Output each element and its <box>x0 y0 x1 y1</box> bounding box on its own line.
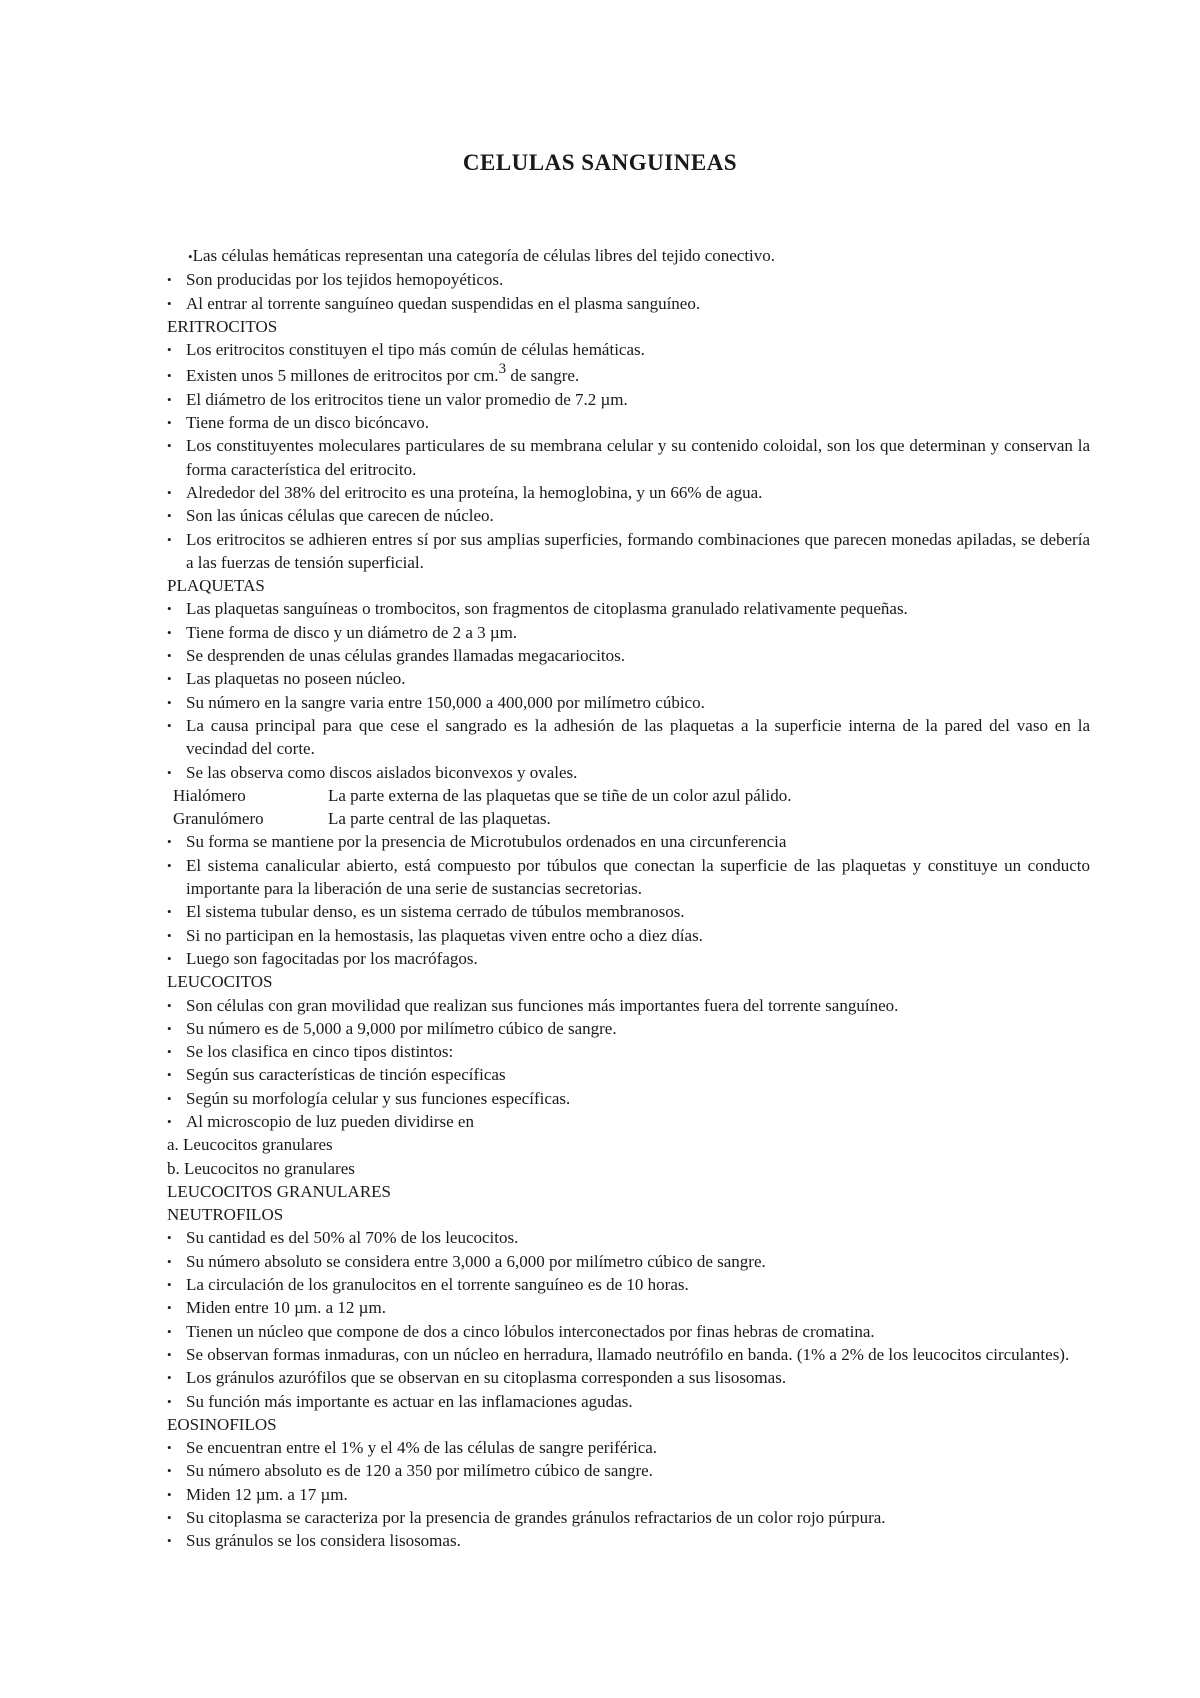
leucocitos-item-3: • Se los clasifica en cinco tipos distintos: <box>167 1040 1090 1063</box>
neutrofilos-item-8: • Su función más importante es actuar en las inflamaciones agudas. <box>167 1390 1090 1413</box>
eritrocitos-item-7: • Son las únicas células que carecen de núcleo. <box>167 504 1090 527</box>
plaquetas-item-4: • Las plaquetas no poseen núcleo. <box>167 667 1090 690</box>
intro-item-3: • Al entrar al torrente sanguíneo quedan suspendidas en el plasma sanguíneo. <box>167 292 1090 315</box>
plaquetas-item-11: • Si no participan en la hemostasis, las plaquetas viven entre ocho a diez días. <box>167 924 1090 947</box>
intro-item-1 <box>167 244 1090 268</box>
definition-granulomero <box>167 807 1090 830</box>
leucocitos-item-6: • Al microscopio de luz pueden dividirse en <box>167 1110 1090 1133</box>
leucocitos-item-5: • Según su morfología celular y sus funciones específicas. <box>167 1087 1090 1110</box>
superscript-3: 3 <box>498 360 507 377</box>
eritrocitos-item-4: • Tiene forma de un disco bicóncavo. <box>167 411 1090 434</box>
eritrocitos-item-5: • Los constituyentes moleculares particulares de su membrana celular y su contenido coloidal, son los que determinan y conservan la forma característica del eritrocito. <box>167 434 1090 481</box>
plaquetas-item-10: • El sistema tubular denso, es un sistema cerrado de túbulos membranosos. <box>167 900 1090 923</box>
term-hialomero: Hialómero <box>173 785 246 805</box>
intro-text-1: Las células hemáticas representan una categoría de células libres del tejido conectivo. <box>192 246 776 265</box>
term-granulomero: Granulómero <box>173 809 264 829</box>
leucocitos-item-4: • Según sus características de tinción específicas <box>167 1063 1090 1086</box>
eritrocitos-item-6: • Alrededor del 38% del eritrocito es una proteína, la hemoglobina, y un 66% de agua. <box>167 481 1090 504</box>
neutrofilos-item-5: • Tienen un núcleo que compone de dos a cinco lóbulos interconectados por finas hebras de cromatina. <box>167 1320 1090 1343</box>
heading-leucocitos-granulares: LEUCOCITOS GRANULARES <box>167 1181 392 1201</box>
eritrocitos-item-8: • Los eritrocitos se adhieren entres sí por sus amplias superficies, formando combinaciones que parecen monedas apiladas, se debería a las fuerzas de tensión superficial. <box>167 528 1090 575</box>
leucocitos-subitem-b: b. Leucocitos no granulares <box>167 1158 355 1178</box>
eosinofilos-item-3: • Miden 12 µm. a 17 µm. <box>167 1483 1090 1506</box>
bullet-icon: • <box>188 249 193 264</box>
neutrofilos-item-6: • Se observan formas inmaduras, con un núcleo en herradura, llamado neutrófilo en banda. (1% a 2% de los leucocitos circulantes). <box>167 1343 1090 1366</box>
leucocitos-item-2: • Su número es de 5,000 a 9,000 por milímetro cúbico de sangre. <box>167 1017 1090 1040</box>
plaquetas-item-7: • Se las observa como discos aislados biconvexos y ovales. <box>167 761 1090 784</box>
heading-eosinofilos: EOSINOFILOS <box>167 1414 277 1434</box>
heading-eritrocitos: ERITROCITOS <box>167 316 278 336</box>
definition-text-granulomero: La parte central de las plaquetas. <box>328 809 551 829</box>
leucocitos-subitem-a: a. Leucocitos granulares <box>167 1135 333 1155</box>
eritrocitos-item-2 <box>167 360 1090 387</box>
plaquetas-item-1: • Las plaquetas sanguíneas o trombocitos, son fragmentos de citoplasma granulado relativamente pequeñas. <box>167 597 1090 620</box>
leucocitos-item-1: • Son células con gran movilidad que realizan sus funciones más importantes fuera del torrente sanguíneo. <box>167 994 1090 1017</box>
plaquetas-item-12: • Luego son fagocitadas por los macrófagos. <box>167 947 1090 970</box>
plaquetas-item-8: • Su forma se mantiene por la presencia de Microtubulos ordenados en una circunferencia <box>167 830 1090 853</box>
plaquetas-item-5: • Su número en la sangre varia entre 150,000 a 400,000 por milímetro cúbico. <box>167 691 1090 714</box>
neutrofilos-item-2: • Su número absoluto se considera entre 3,000 a 6,000 por milímetro cúbico de sangre. <box>167 1250 1090 1273</box>
plaquetas-item-3: • Se desprenden de unas células grandes llamadas megacariocitos. <box>167 644 1090 667</box>
neutrofilos-item-7: • Los gránulos azurófilos que se observan en su citoplasma corresponden a sus lisosomas. <box>167 1366 1090 1389</box>
plaquetas-item-6: • La causa principal para que cese el sangrado es la adhesión de las plaquetas a la superficie interna de la pared del vaso en la vecindad del corte. <box>167 714 1090 761</box>
neutrofilos-item-1: • Su cantidad es del 50% al 70% de los leucocitos. <box>167 1226 1090 1249</box>
eosinofilos-item-4: • Su citoplasma se caracteriza por la presencia de grandes gránulos refractarios de un color rojo púrpura. <box>167 1506 1090 1529</box>
eosinofilos-item-5: • Sus gránulos se los considera lisosomas. <box>167 1529 1090 1552</box>
heading-neutrofilos: NEUTROFILOS <box>167 1205 284 1225</box>
document-body <box>167 244 1090 1553</box>
intro-item-2: • Son producidas por los tejidos hemopoyéticos. <box>167 268 1090 291</box>
neutrofilos-item-4: • Miden entre 10 µm. a 12 µm. <box>167 1296 1090 1319</box>
document-title: CELULAS SANGUINEAS <box>462 150 738 175</box>
heading-plaquetas: PLAQUETAS <box>167 576 265 596</box>
eritrocitos-item-1: • Los eritrocitos constituyen el tipo más común de células hemáticas. <box>167 338 1090 361</box>
heading-leucocitos: LEUCOCITOS <box>167 972 273 992</box>
plaquetas-item-9: • El sistema canalicular abierto, está compuesto por túbulos que conectan la superficie de las plaquetas y constituye un conducto importante para la liberación de una serie de sustancias secretorias. <box>167 854 1090 901</box>
eritrocitos-item-2-tail: de sangre. <box>506 366 580 386</box>
neutrofilos-item-3: • La circulación de los granulocitos en el torrente sanguíneo es de 10 horas. <box>167 1273 1090 1296</box>
eosinofilos-item-1: • Se encuentran entre el 1% y el 4% de las células de sangre periférica. <box>167 1436 1090 1459</box>
eosinofilos-item-2: • Su número absoluto es de 120 a 350 por milímetro cúbico de sangre. <box>167 1459 1090 1482</box>
definition-hialomero <box>167 784 1090 807</box>
plaquetas-item-2: • Tiene forma de disco y un diámetro de 2 a 3 µm. <box>167 621 1090 644</box>
eritrocitos-item-2-text: Existen unos 5 millones de eritrocitos por cm. <box>186 366 499 386</box>
eritrocitos-item-3: • El diámetro de los eritrocitos tiene un valor promedio de 7.2 µm. <box>167 388 1090 411</box>
definition-text-hialomero: La parte externa de las plaquetas que se tiñe de un color azul pálido. <box>328 785 792 805</box>
